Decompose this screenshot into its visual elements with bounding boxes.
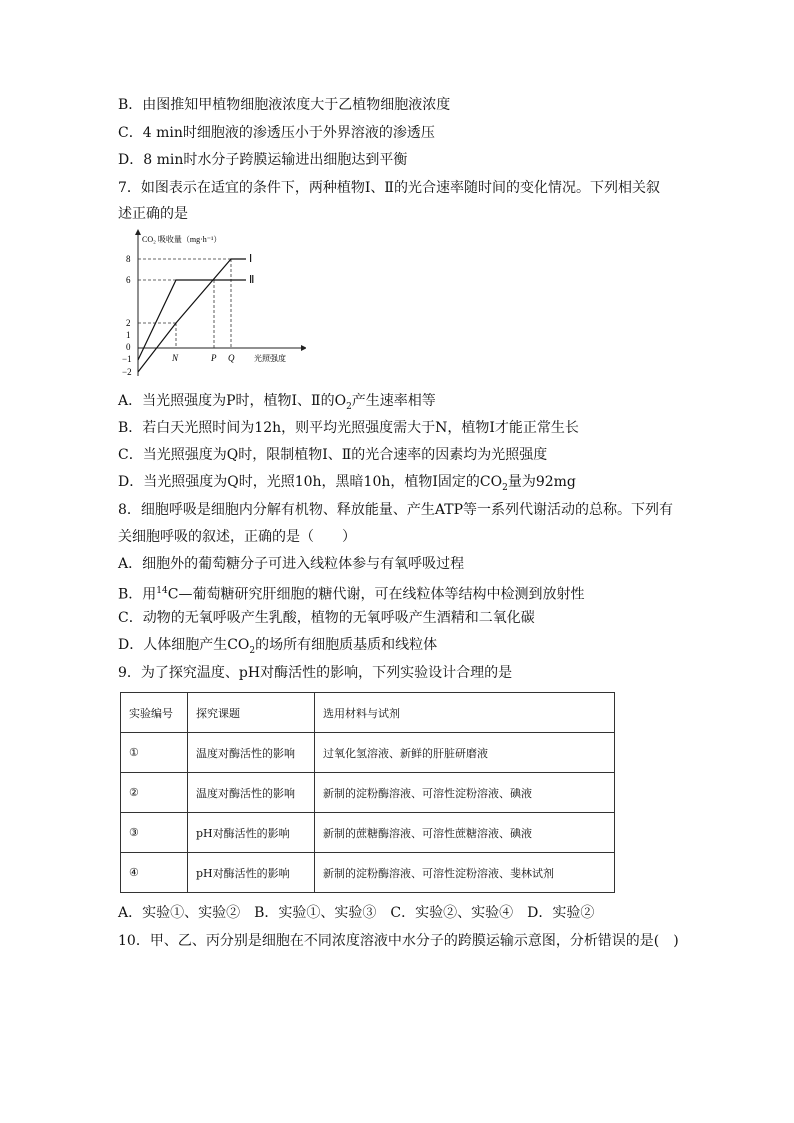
table-row	[121, 773, 615, 813]
y-tick-8: 8	[126, 254, 131, 264]
x-tick-P: P	[211, 353, 217, 363]
q8-stem-line1: 8．细胞呼吸是细胞内分解有机物、释放能量、产生ATP等一系列代谢活动的总称。下列有	[118, 502, 674, 518]
row-id: ③	[121, 813, 188, 853]
q9-options: A．实验①、实验② B．实验①、实验③ C．实验②、实验④ D．实验②	[118, 905, 595, 921]
q7-option-c: C．当光照强度为Q时，限制植物Ⅰ、Ⅱ的光合速率的因素均为光照强度	[118, 447, 548, 463]
experiment-table	[120, 692, 615, 893]
x-tick-Q: Q	[228, 353, 235, 363]
header-topic: 探究课题	[188, 693, 315, 733]
q6-option-c: C．4 min时细胞液的渗透压小于外界溶液的渗透压	[118, 125, 435, 141]
table-row	[121, 853, 615, 893]
row-materials: 过氧化氢溶液、新鲜的肝脏研磨液	[315, 733, 615, 773]
q6-option-b: B．由图推知甲植物细胞液浓度大于乙植物细胞液浓度	[118, 97, 451, 113]
q7-option-a: A．当光照强度为P时，植物Ⅰ、Ⅱ的$O_2$产生速率相等	[118, 393, 436, 412]
table-row	[121, 733, 615, 773]
row-topic: 温度对酶活性的影响	[188, 773, 315, 813]
row-materials: 新制的蔗糖酶溶液、可溶性蔗糖溶液、碘液	[315, 813, 615, 853]
q7-option-b: B．若白天光照时间为12h，则平均光照强度需大于N，植物Ⅰ才能正常生长	[118, 420, 579, 436]
series-I-label: Ⅰ	[249, 253, 253, 265]
x-axis-label: 光照强度	[254, 354, 286, 363]
y-tick-0: 0	[126, 342, 131, 352]
row-topic: 温度对酶活性的影响	[188, 733, 315, 773]
row-topic: pH对酶活性的影响	[188, 813, 315, 853]
q8-option-b: B．用$^{14}$C—葡萄糖研究肝细胞的糖代谢，可在线粒体等结构中检测到放射性	[118, 586, 585, 603]
header-id: 实验编号	[121, 693, 188, 733]
q8-option-d: D．人体细胞产生$CO_2$的场所有细胞质基质和线粒体	[118, 637, 438, 656]
y-tick-neg1: −1	[122, 354, 132, 364]
series-II-label: Ⅱ	[249, 274, 255, 286]
q7-option-d: D．当光照强度为Q时，光照10h，黑暗10h，植物Ⅰ固定的$CO_2$量为92mg	[118, 474, 576, 493]
row-id: ④	[121, 853, 188, 893]
photosynthesis-chart	[116, 228, 306, 388]
q10-stem: 10．甲、乙、丙分别是细胞在不同浓度溶液中水分子的跨膜运输示意图，分析错误的是( )	[118, 933, 679, 949]
q7-stem-line2: 述正确的是	[118, 206, 188, 222]
q7-stem-line1: 7．如图表示在适宜的条件下，两种植物Ⅰ、Ⅱ的光合速率随时间的变化情况。下列相关叙	[118, 180, 660, 196]
x-tick-N: N	[172, 353, 179, 363]
row-id: ①	[121, 733, 188, 773]
table-row	[121, 813, 615, 853]
table-header-row	[121, 693, 615, 733]
q8-option-a: A．细胞外的葡萄糖分子可进入线粒体参与有氧呼吸过程	[118, 556, 465, 572]
y-tick-6: 6	[126, 275, 131, 285]
q8-option-c: C．动物的无氧呼吸产生乳酸，植物的无氧呼吸产生酒精和二氧化碳	[118, 610, 535, 626]
q8-stem-line2: 关细胞呼吸的叙述，正确的是（ ）	[118, 529, 356, 545]
q6-option-d: D．8 min时水分子跨膜运输进出细胞达到平衡	[118, 152, 408, 168]
row-topic: pH对酶活性的影响	[188, 853, 315, 893]
row-id: ②	[121, 773, 188, 813]
y-tick-neg2: −2	[122, 367, 132, 377]
y-axis-label: CO₂ 吸收量（mg·h⁻¹）	[142, 235, 222, 244]
row-materials: 新制的淀粉酶溶液、可溶性淀粉溶液、碘液	[315, 773, 615, 813]
row-materials: 新制的淀粉酶溶液、可溶性淀粉溶液、斐林试剂	[315, 853, 615, 893]
q9-stem: 9．为了探究温度、pH对酶活性的影响，下列实验设计合理的是	[118, 665, 513, 681]
y-tick-2: 2	[126, 318, 131, 328]
y-tick-1: 1	[126, 330, 131, 340]
header-materials: 选用材料与试剂	[315, 693, 615, 733]
